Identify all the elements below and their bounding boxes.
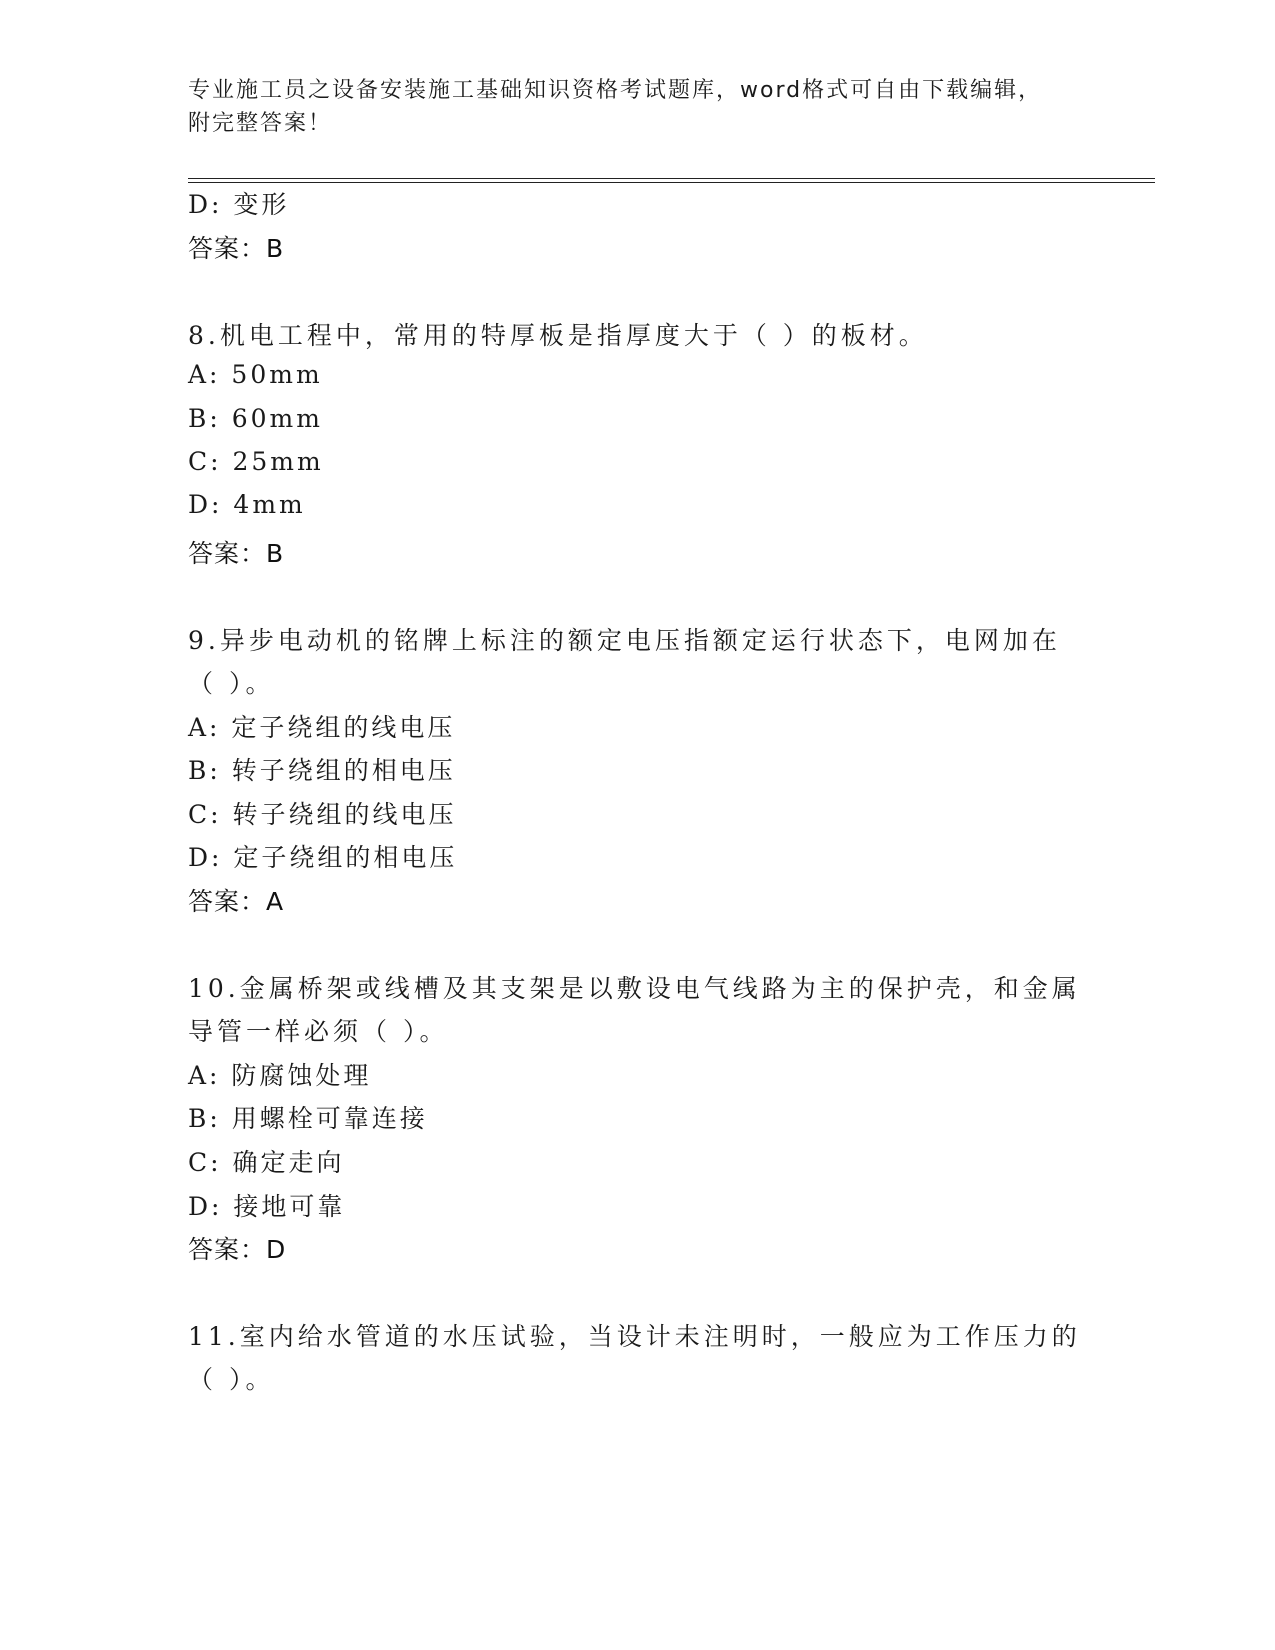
q10-answer: 答案：D	[188, 1235, 287, 1264]
q10-stem-line-2: 导管一样必须（ ）。	[188, 1017, 449, 1046]
q8-option-b: B: 60mm	[188, 404, 323, 433]
header-line-1: 专业施工员之设备安装施工基础知识资格考试题库，word格式可自由下载编辑，	[188, 78, 1043, 103]
q9-option-c: C: 转子绕组的线电压	[188, 800, 457, 829]
q11-stem-line-1: 11.室内给水管道的水压试验，当设计未注明时，一般应为工作压力的	[188, 1322, 1081, 1351]
q8-option-c: C: 25mm	[188, 447, 324, 476]
document-header	[188, 74, 1068, 140]
q10-option-d: D: 接地可靠	[188, 1192, 346, 1221]
q11-stem-line-2: （ ）。	[188, 1365, 275, 1394]
q9-stem-line-1: 9.异步电动机的铭牌上标注的额定电压指额定运行状态下，电网加在	[188, 626, 1061, 655]
q8-answer: 答案：B	[188, 539, 285, 568]
header-divider	[188, 178, 1155, 183]
q8-stem: 8.机电工程中，常用的特厚板是指厚度大于（ ）的板材。	[188, 321, 928, 350]
q9-option-b: B: 转子绕组的相电压	[188, 756, 456, 785]
q9-option-d: D: 定子绕组的相电压	[188, 843, 458, 872]
q10-option-b: B: 用螺栓可靠连接	[188, 1104, 428, 1133]
q7-option-d: D: 变形	[188, 190, 290, 219]
q8-option-a: A: 50mm	[188, 360, 323, 389]
q10-option-a: A: 防腐蚀处理	[188, 1061, 372, 1090]
q10-stem-line-1: 10.金属桥架或线槽及其支架是以敷设电气线路为主的保护壳，和金属	[188, 974, 1081, 1003]
q9-option-a: A: 定子绕组的线电压	[188, 713, 456, 742]
q8-option-d: D: 4mm	[188, 490, 306, 519]
q9-stem-line-2: （ ）。	[188, 669, 275, 698]
q10-option-c: C: 确定走向	[188, 1148, 345, 1177]
q7-answer: 答案：B	[188, 234, 285, 263]
header-line-2: 附完整答案！	[188, 111, 333, 136]
q9-answer: 答案：A	[188, 887, 285, 916]
